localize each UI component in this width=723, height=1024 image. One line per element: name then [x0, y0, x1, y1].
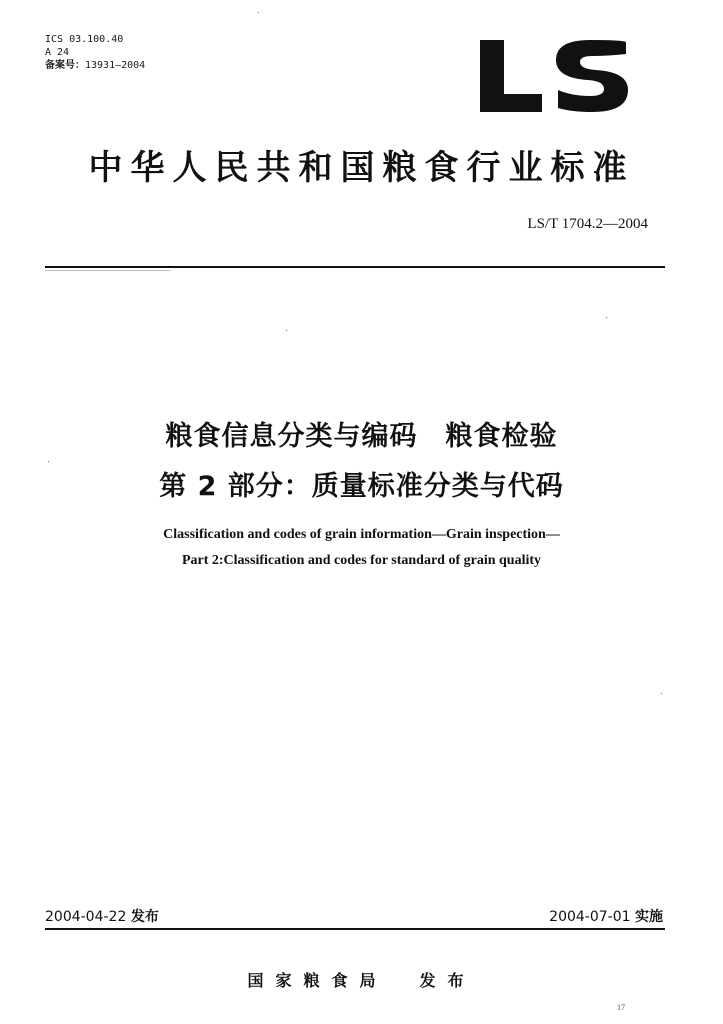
publisher-name: 国家粮食局: [247, 971, 388, 990]
effective-date-block: [549, 906, 663, 926]
classification-code: A 24: [45, 47, 70, 58]
chinese-title-line-2: 第 2 部分：质量标准分类与代码: [159, 471, 564, 502]
record-number: 13931—2004: [85, 60, 146, 71]
scan-speck: [48, 461, 49, 462]
scan-speck: [661, 693, 662, 694]
english-title-line-1: Classification and codes of grain information—Grain inspection—: [163, 527, 560, 542]
footer-divider: [45, 928, 665, 930]
header-divider-faint: [45, 270, 170, 271]
english-title-line-2: Part 2:Classification and codes for standard of grain quality: [181, 553, 542, 568]
publisher-line: [0, 968, 723, 991]
record-number-line: [45, 59, 145, 72]
header-divider: [45, 266, 665, 268]
effective-date: 2004-07-01: [549, 909, 631, 925]
scan-speck: [286, 330, 287, 331]
standard-code: LS/T 1704.2—2004: [527, 216, 648, 232]
document-metadata: [45, 33, 145, 72]
scan-speck: [606, 317, 607, 318]
issuing-standard-title: 中华人民共和国粮食行业标准: [88, 148, 635, 188]
scan-speck: [258, 12, 259, 13]
issue-label: 发布: [130, 909, 159, 925]
publish-label: 发布: [419, 971, 476, 990]
ics-code: ICS 03.100.40: [45, 34, 124, 45]
page-number: 17: [617, 1003, 625, 1012]
effective-label: 实施: [635, 909, 663, 925]
ls-logo: [480, 40, 628, 112]
chinese-title-line-1: 粮食信息分类与编码 粮食检验: [165, 421, 558, 452]
issue-date: 2004-04-22: [45, 909, 127, 925]
record-number-label: 备案号：: [45, 60, 85, 71]
issue-date-block: [45, 906, 159, 926]
